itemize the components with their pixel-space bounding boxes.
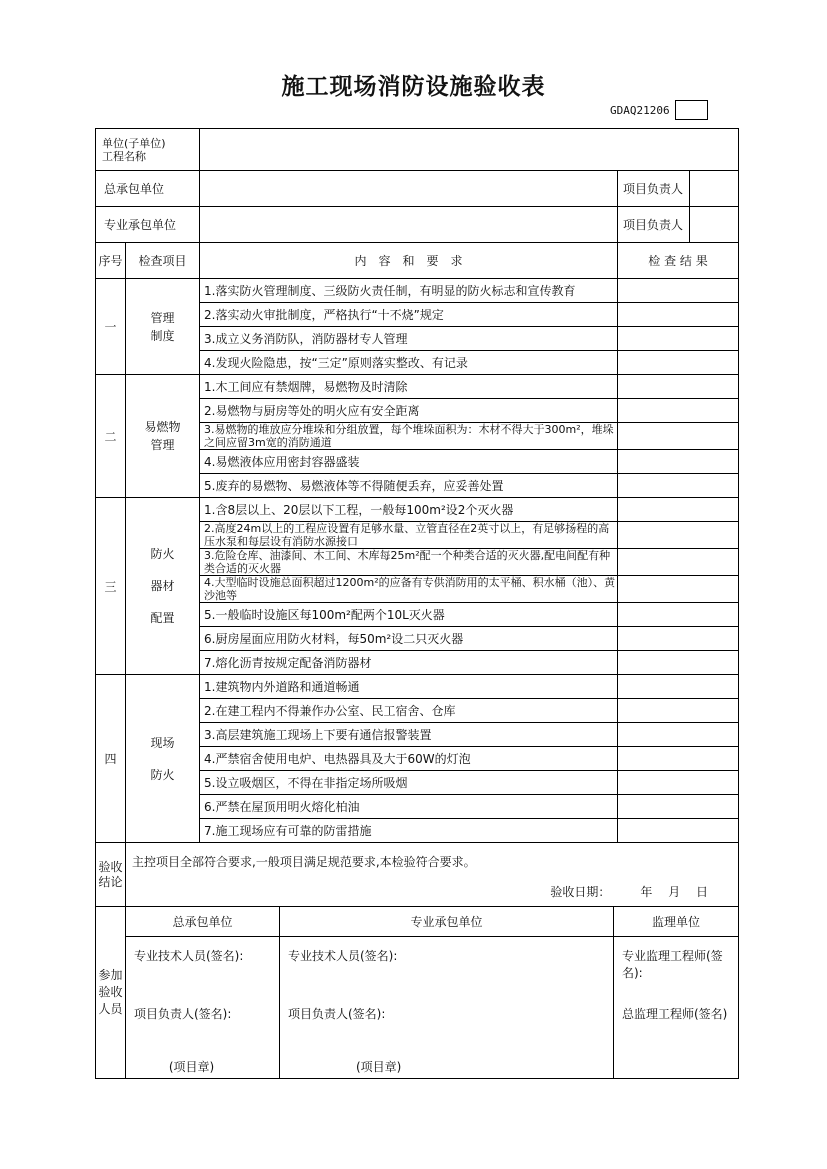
conclusion-cell[interactable]: [126, 843, 739, 907]
check-item: 3.危险仓库、油漆间、木工间、木库每25m²配一个种类合适的灭火器,配电间配有种类合适的灭火器: [200, 549, 618, 576]
unit-name-label: 单位(子单位) 工程名称: [96, 129, 200, 171]
result-cell[interactable]: [618, 399, 739, 423]
conclusion-text: 主控项目全部符合要求,一般项目满足规范要求,本检验符合要求。: [132, 855, 476, 869]
result-cell[interactable]: [618, 303, 739, 327]
result-cell[interactable]: [618, 747, 739, 771]
inspection-table: [95, 128, 739, 1079]
result-cell[interactable]: [618, 795, 739, 819]
acceptance-date: 验收日期： 年 月 日: [550, 885, 709, 899]
result-cell[interactable]: [618, 474, 739, 498]
signature-cell[interactable]: [280, 937, 614, 1079]
result-cell[interactable]: [618, 375, 739, 399]
general-manager-field[interactable]: [690, 171, 739, 207]
tech-signature-label: 专业技术人员(签名):: [134, 949, 244, 963]
result-cell[interactable]: [618, 771, 739, 795]
check-item: 3.易燃物的堆放应分堆垛和分组放置，每个堆垛面积为：木材不得大于300m²，堆垛之间应留3m宽的消防通道: [200, 423, 618, 450]
result-cell[interactable]: [618, 723, 739, 747]
result-cell[interactable]: [618, 627, 739, 651]
check-item: 6.厨房屋面应用防火材料，每50m²设二只灭火器: [200, 627, 618, 651]
form-code: GDAQ21206: [610, 104, 670, 117]
result-cell[interactable]: [618, 699, 739, 723]
tech-signature-label: 专业技术人员(签名):: [288, 949, 398, 963]
check-item: 1.木工间应有禁烟牌，易燃物及时清除: [200, 375, 618, 399]
check-item: 2.高度24m以上的工程应设置有足够水量、立管直径在2英寸以上，有足够扬程的高压水泵和每层设有消防水源接口: [200, 522, 618, 549]
col-header-no: 序号: [96, 243, 126, 279]
col-header-item: 检查项目: [126, 243, 200, 279]
result-cell[interactable]: [618, 549, 739, 576]
check-item: 6.严禁在屋顶用明火熔化柏油: [200, 795, 618, 819]
check-item: 5.一般临时设施区每100m²配两个10L灭火器: [200, 603, 618, 627]
participants-label: 参加验收人员: [96, 907, 126, 1079]
check-item: 4.发现火险隐患，按“三定”原则落实整改、有记录: [200, 351, 618, 375]
supervisor-signature-label: 专业监理工程师(签名):: [622, 949, 723, 980]
section-no: 三: [96, 498, 126, 675]
project-stamp-label: (项目章): [356, 1060, 402, 1074]
specialty-contractor-label: 专业承包单位: [96, 207, 200, 243]
participant-col-header: 监理单位: [614, 907, 739, 937]
col-header-content: 内 容 和 要 求: [200, 243, 618, 279]
signature-cell[interactable]: [126, 937, 280, 1079]
check-item: 7.熔化沥青按规定配备消防器材: [200, 651, 618, 675]
section-name: 防火 器材 配置: [126, 498, 200, 675]
section-no: 二: [96, 375, 126, 498]
check-item: 1.落实防火管理制度、三级防火责任制，有明显的防火标志和宣传教育: [200, 279, 618, 303]
project-stamp-label: (项目章): [168, 1060, 215, 1074]
section-name: 管理 制度: [126, 279, 200, 375]
general-contractor-field[interactable]: [200, 171, 618, 207]
check-item: 3.高层建筑施工现场上下要有通信报警装置: [200, 723, 618, 747]
check-item: 4.易燃液体应用密封容器盛装: [200, 450, 618, 474]
check-item: 5.废弃的易燃物、易燃液体等不得随便丢弃，应妥善处置: [200, 474, 618, 498]
check-item: 3.成立义务消防队，消防器材专人管理: [200, 327, 618, 351]
form-code-box[interactable]: [675, 100, 708, 120]
chief-supervisor-signature-label: 总监理工程师(签名): [622, 1007, 728, 1021]
participant-col-header: 专业承包单位: [280, 907, 614, 937]
conclusion-label: 验收结论: [96, 843, 126, 907]
result-cell[interactable]: [618, 603, 739, 627]
specialty-contractor-field[interactable]: [200, 207, 618, 243]
check-item: 7.施工现场应有可靠的防雷措施: [200, 819, 618, 843]
check-item: 2.在建工程内不得兼作办公室、民工宿舍、仓库: [200, 699, 618, 723]
check-item: 4.大型临时设施总面积超过1200m²的应备有专供消防用的太平桶、积水桶（池）、黄沙池等: [200, 576, 618, 603]
result-cell[interactable]: [618, 351, 739, 375]
check-item: 2.易燃物与厨房等处的明火应有安全距离: [200, 399, 618, 423]
result-cell[interactable]: [618, 522, 739, 549]
result-cell[interactable]: [618, 576, 739, 603]
page-title: 施工现场消防设施验收表: [281, 74, 546, 100]
col-header-result: 检 查 结 果: [618, 243, 739, 279]
section-no: 四: [96, 675, 126, 843]
result-cell[interactable]: [618, 651, 739, 675]
result-cell[interactable]: [618, 819, 739, 843]
section-no: 一: [96, 279, 126, 375]
result-cell[interactable]: [618, 423, 739, 450]
check-item: 5.设立吸烟区，不得在非指定场所吸烟: [200, 771, 618, 795]
manager-signature-label: 项目负责人(签名):: [134, 1007, 232, 1021]
check-item: 4.严禁宿舍使用电炉、电热器具及大于60W的灯泡: [200, 747, 618, 771]
check-item: 1.建筑物内外道路和通道畅通: [200, 675, 618, 699]
section-name: 易燃物 管理: [126, 375, 200, 498]
specialty-manager-field[interactable]: [690, 207, 739, 243]
participant-col-header: 总承包单位: [126, 907, 280, 937]
check-item: 2.落实动火审批制度，严格执行“十不烧”规定: [200, 303, 618, 327]
result-cell[interactable]: [618, 327, 739, 351]
specialty-manager-label: 项目负责人: [618, 207, 690, 243]
check-item: 1.含8层以上、20层以下工程，一般每100m²设2个灭火器: [200, 498, 618, 522]
result-cell[interactable]: [618, 498, 739, 522]
signature-cell[interactable]: [614, 937, 739, 1079]
result-cell[interactable]: [618, 450, 739, 474]
general-manager-label: 项目负责人: [618, 171, 690, 207]
section-name: 现场 防火: [126, 675, 200, 843]
manager-signature-label: 项目负责人(签名):: [288, 1007, 386, 1021]
result-cell[interactable]: [618, 279, 739, 303]
general-contractor-label: 总承包单位: [96, 171, 200, 207]
result-cell[interactable]: [618, 675, 739, 699]
unit-name-field[interactable]: [200, 129, 739, 171]
